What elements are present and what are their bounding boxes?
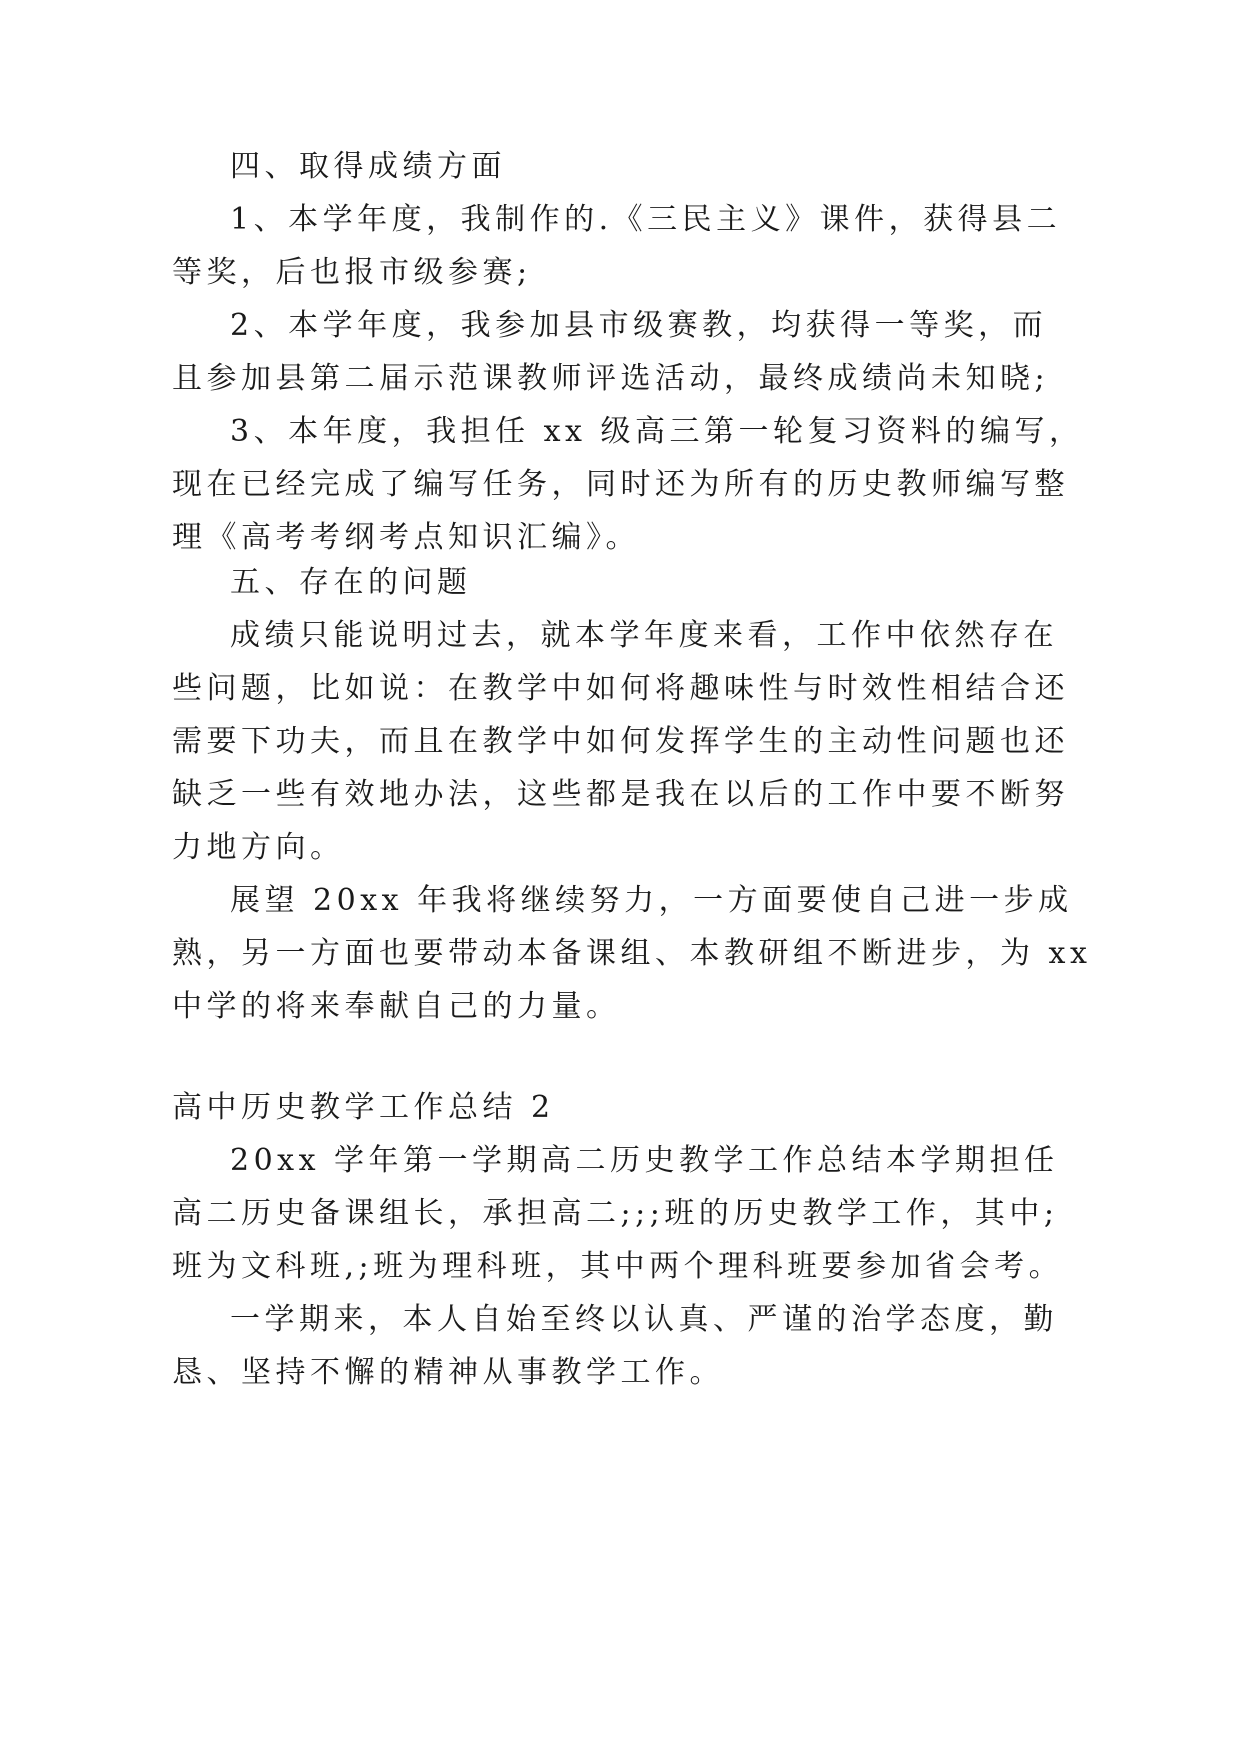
paragraph-line: 成绩只能说明过去，就本学年度来看，工作中依然存在 [230,618,1058,653]
paragraph-line: 且参加县第二届示范课教师评选活动，最终成绩尚未知晓; [172,361,1050,396]
paragraph-line: 2、本学年度，我参加县市级赛教，均获得一等奖，而 [230,308,1048,343]
paragraph-line: 些问题，比如说：在教学中如何将趣味性与时效性相结合还 [172,671,1069,706]
paragraph-line: 缺乏一些有效地办法，这些都是我在以后的工作中要不断努 [172,777,1069,812]
paragraph-line: 力地方向。 [172,830,345,865]
paragraph-line: 熟，另一方面也要带动本备课组、本教研组不断进步，为 xx [172,936,1092,971]
paragraph-line: 一学期来，本人自始至终以认真、严谨的治学态度，勤 [230,1302,1058,1337]
paragraph-line: 恳、坚持不懈的精神从事教学工作。 [172,1355,724,1390]
paragraph-line: 高二历史备课组长，承担高二;;;班的历史教学工作，其中; [172,1196,1059,1231]
paragraph-line: 等奖，后也报市级参赛; [172,255,532,290]
paragraph-line: 班为文科班,;班为理科班，其中两个理科班要参加省会考。 [172,1249,1064,1284]
paragraph-line: 20xx 学年第一学期高二历史教学工作总结本学期担任 [230,1143,1059,1178]
paragraph-line: 理《高考考纲考点知识汇编》。 [172,520,640,555]
paragraph-line: 需要下功夫，而且在教学中如何发挥学生的主动性问题也还 [172,724,1069,759]
section-heading-problems: 五、存在的问题 [230,565,472,600]
paragraph-line: 3、本年度，我担任 xx 级高三第一轮复习资料的编写， [230,414,1084,449]
paragraph-line: 展望 20xx 年我将继续努力，一方面要使自己进一步成 [230,883,1073,918]
paragraph-line: 现在已经完成了编写任务，同时还为所有的历史教师编写整 [172,467,1069,502]
document-title: 高中历史教学工作总结 2 [172,1090,555,1125]
paragraph-line: 中学的将来奉献自己的力量。 [172,989,621,1024]
paragraph-line: 1、本学年度，我制作的.《三民主义》课件，获得县二 [230,202,1062,237]
section-heading-achievements: 四、取得成绩方面 [230,149,506,184]
